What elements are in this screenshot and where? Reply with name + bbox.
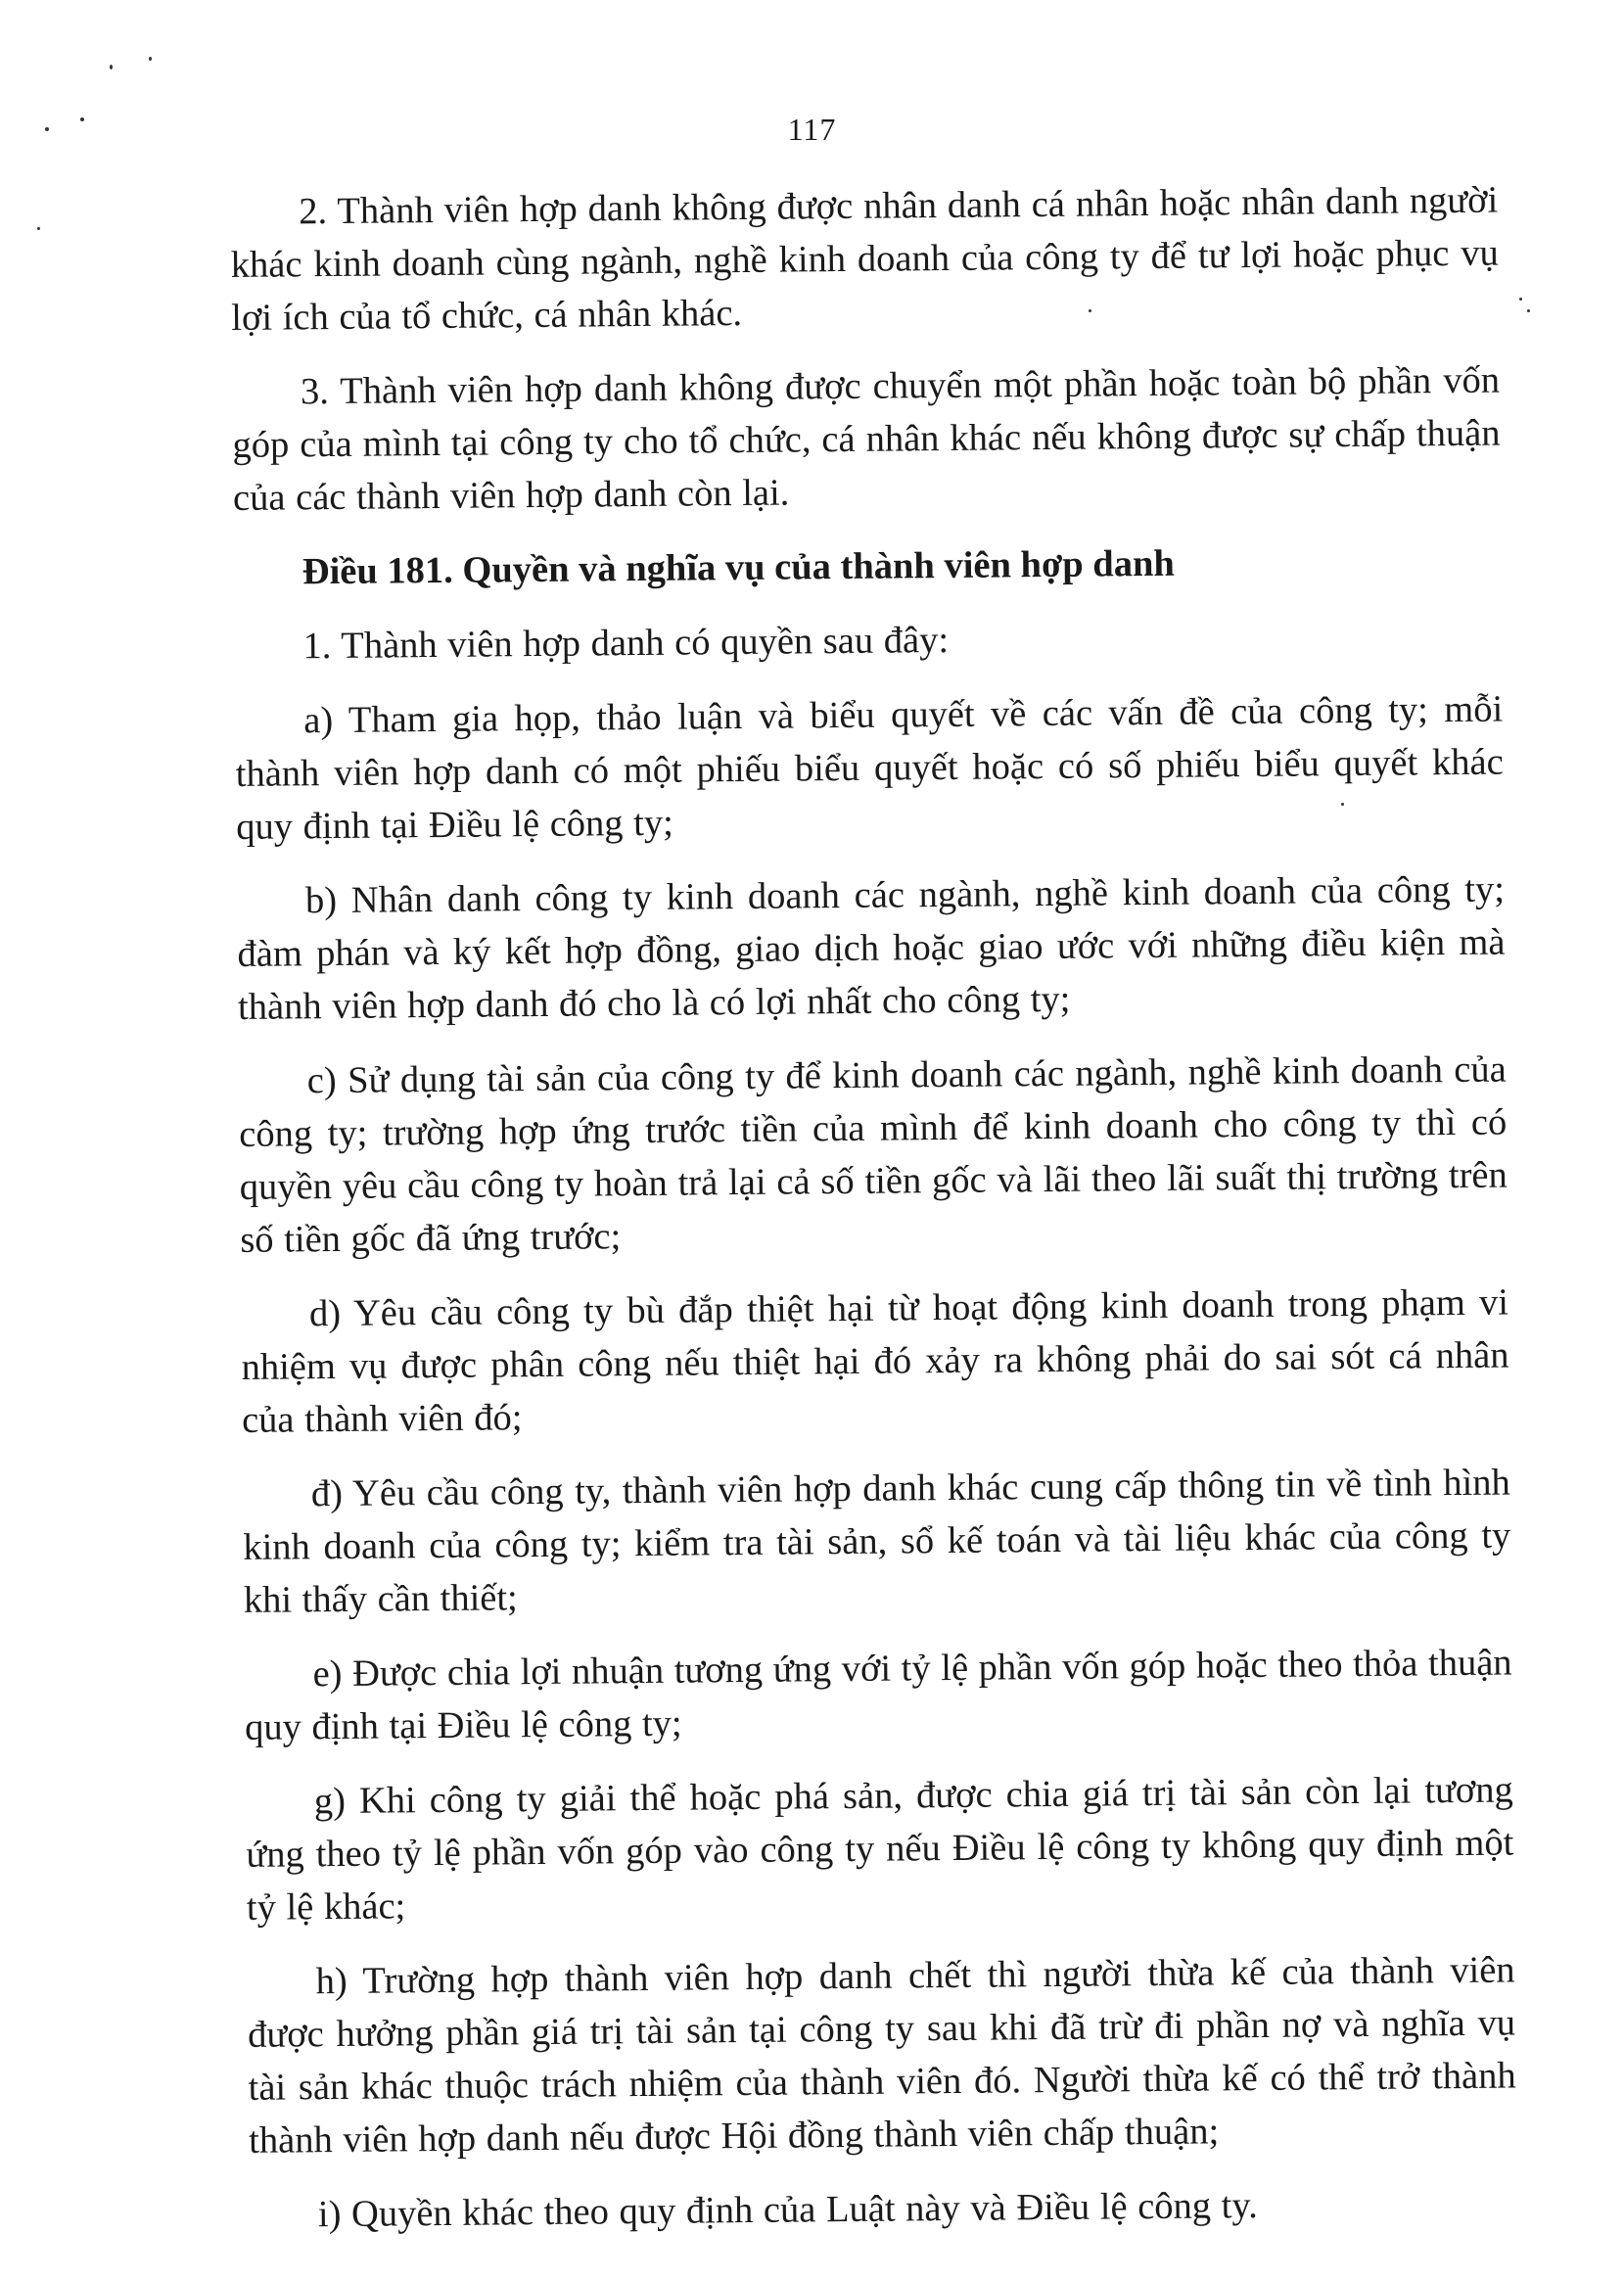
item-h-paragraph: h) Trường hợp thành viên hợp danh chết thì người thừa kế của thành viên được hưởng phần giá trị tài sản tại công ty sau khi đã trừ đi phần nợ và nghĩa vụ tài sản khác thuộc trách nhiệm của thành viên đó. Người thừa kế có thể trở thành thành viên hợp danh nếu được Hội đồng thành viên chấp thuận; [247,1949,1516,2162]
scan-speck [1519,298,1522,301]
page-number: 117 [787,112,837,147]
item-dd-paragraph: đ) Yêu cầu công ty, thành viên hợp danh khác cung cấp thông tin về tình hình kinh doanh của công ty; kiểm tra tài sản, sổ kế toán và tài liệu khác của công ty khi thấy cần thiết; [243,1462,1511,1621]
article-181-heading: Điều 181. Quyền và nghĩa vụ của thành viên hợp danh [302,542,1175,593]
item-d-paragraph: d) Yêu cầu công ty bù đắp thiệt hại từ hoạt động kinh doanh trong phạm vi nhiệm vụ được phân công nếu thiệt hại đó xảy ra không phải do sai sót cá nhân của thành viên đó; [241,1281,1509,1441]
item-c-paragraph: c) Sử dụng tài sản của công ty để kinh doanh các ngành, nghề kinh doanh của công ty; trường hợp ứng trước tiền của mình để kinh doanh cho công ty thì có quyền yêu cầu công ty hoàn trả lại cả số tiền gốc và lãi theo lãi suất thị trường trên số tiền gốc đã ứng trước; [239,1048,1508,1261]
scan-speck [1527,309,1530,312]
scan-speck [110,65,113,70]
item-b-paragraph: b) Nhân danh công ty kinh doanh các ngành, nghề kinh doanh của công ty; đàm phán và ký kết hợp đồng, giao dịch hoặc giao ước với những điều kiện mà thành viên hợp danh đó cho là có lợi nhất cho công ty; [237,868,1506,1028]
item-i-paragraph: i) Quyền khác theo quy định của Luật này và Điều lệ công ty. [317,2185,1258,2236]
clause-2-paragraph: 2. Thành viên hợp danh không được nhân danh cá nhân hoặc nhân danh người khác kinh doanh cùng ngành, nghề kinh doanh của công ty để tư lợi hoặc phục vụ lợi ích của tổ chức, cá nhân khác. [230,179,1499,339]
item-g-paragraph: g) Khi công ty giải thể hoặc phá sản, được chia giá trị tài sản còn lại tương ứng theo tỷ lệ phần vốn góp vào công ty nếu Điều lệ công ty không quy định một tỷ lệ khác; [246,1769,1514,1929]
scan-speck [149,57,152,61]
scan-speck [37,227,40,230]
document-body [230,174,1517,2263]
clause-1-paragraph: 1. Thành viên hợp danh có quyền sau đây: [302,619,950,668]
item-a-paragraph: a) Tham gia họp, thảo luận và biểu quyết về các vấn đề của công ty; mỗi thành viên hợp danh có một phiếu biểu quyết hoặc có số phiếu biểu quyết khác quy định tại Điều lệ công ty; [235,688,1504,848]
item-e-paragraph: e) Được chia lợi nhuận tương ứng với tỷ lệ phần vốn góp hoặc theo thỏa thuận quy định tại Điều lệ công ty; [244,1642,1512,1748]
clause-3-paragraph: 3. Thành viên hợp danh không được chuyển một phần hoặc toàn bộ phần vốn góp của mình tại công ty cho tổ chức, cá nhân khác nếu không được sự chấp thuận của các thành viên hợp danh còn lại. [232,359,1501,519]
